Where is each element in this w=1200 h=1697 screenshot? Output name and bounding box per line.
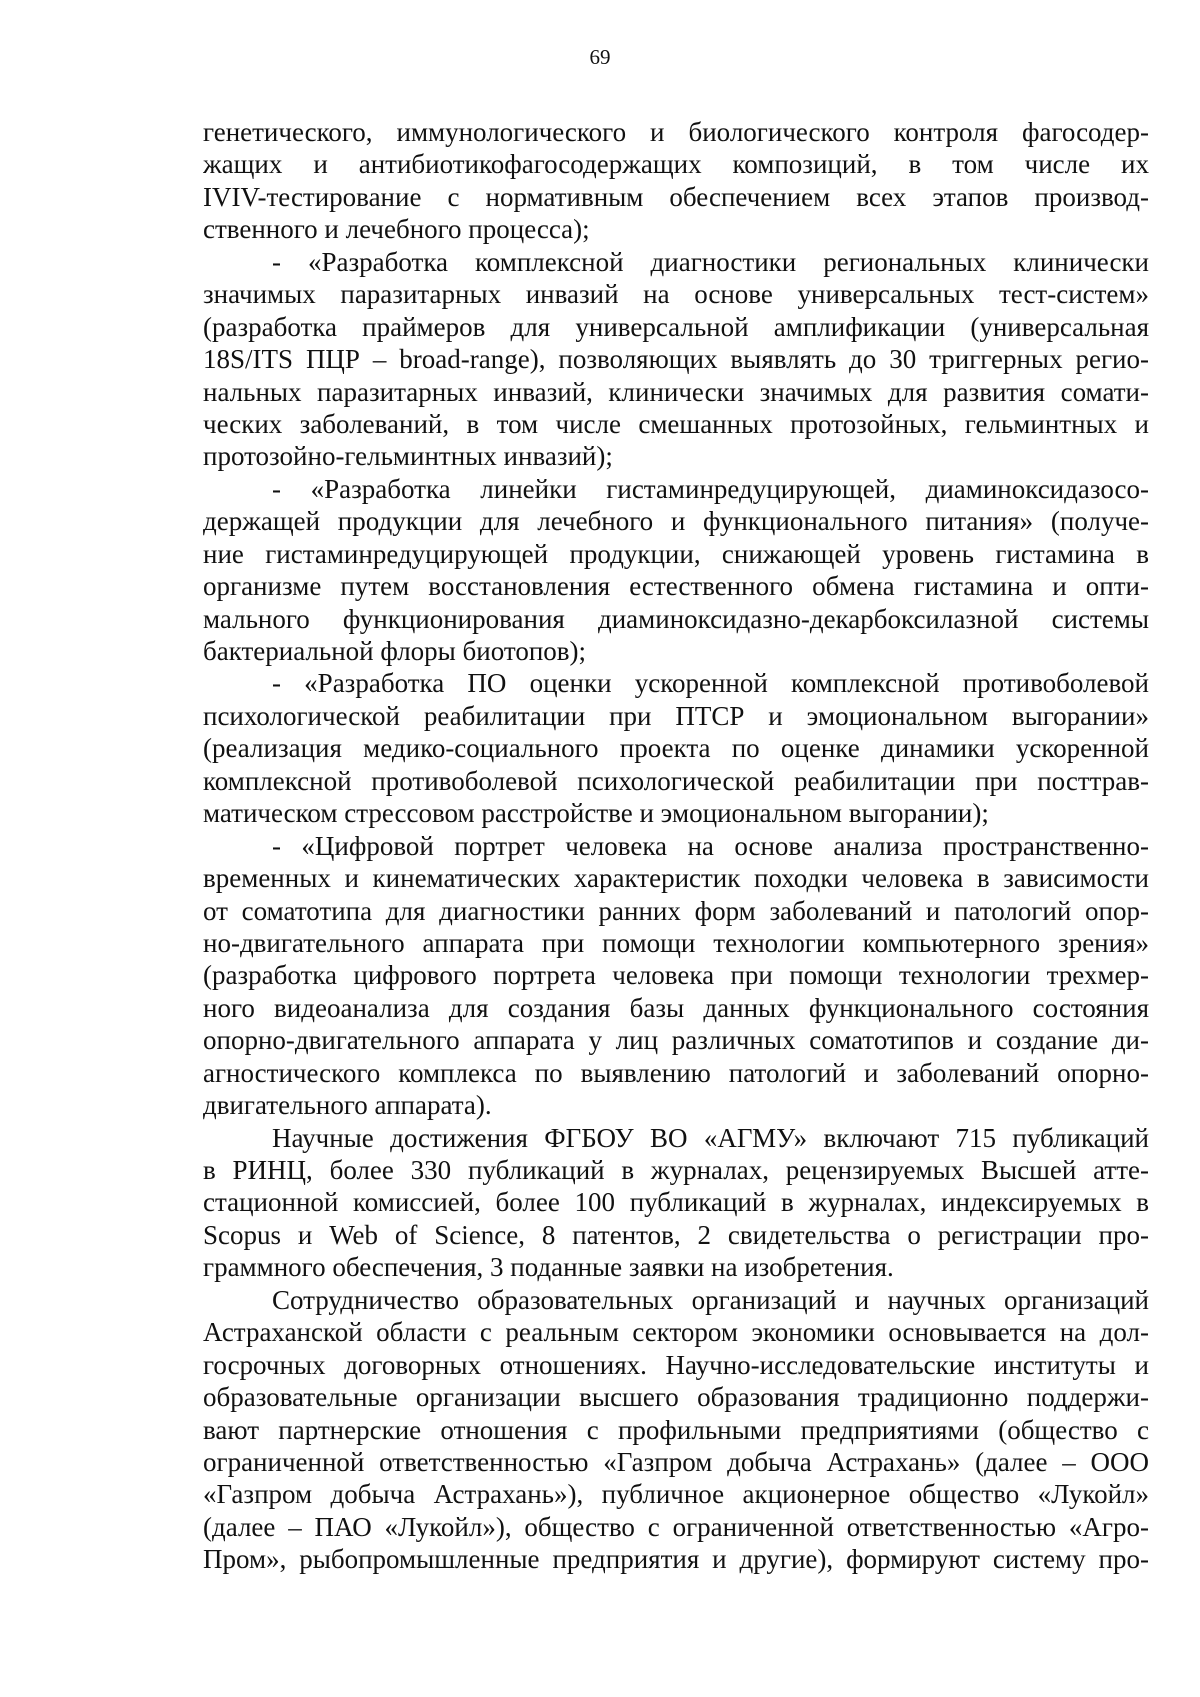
text-line: граммного обеспечения, 3 поданные заявки на изобретения.	[203, 1252, 894, 1283]
text-line: опорно-двигательного аппарата у лиц различных соматотипов и создание ди-	[203, 1025, 1149, 1056]
text-line: нальных паразитарных инвазий, клинически значимых для развития сомати-	[203, 376, 1149, 407]
text-line: (разработка праймеров для универсальной амплификации (универсальная	[203, 311, 1149, 342]
text-line: агностического комплекса по выявлению патологий и заболеваний опорно-	[203, 1057, 1149, 1088]
text-line: образовательные организации высшего образования традиционно поддержи-	[203, 1382, 1149, 1413]
text-line: временных и кинематических характеристик походки человека в зависимости	[203, 863, 1149, 894]
text-line: стационной комиссией, более 100 публикаций в журналах, индексируемых в	[203, 1187, 1149, 1218]
text-line: (реализация медико-социального проекта по оценке динамики ускоренной	[203, 733, 1149, 764]
text-line: - «Цифровой портрет человека на основе анализа пространственно-	[272, 830, 1149, 861]
text-line: «Газпром добыча Астрахань»), публичное акционерное общество «Лукойл»	[203, 1479, 1149, 1510]
text-line: 18S/ITS ПЦР – broad-range), позволяющих выявлять до 30 триггерных регио-	[203, 344, 1149, 375]
text-line: госрочных договорных отношениях. Научно-исследовательские институты и	[203, 1349, 1149, 1380]
text-line: Научные достижения ФГБОУ ВО «АГМУ» включают 715 публикаций	[272, 1122, 1149, 1153]
text-line: генетического, иммунологического и биологического контроля фагосодер-	[203, 117, 1149, 147]
body-text	[203, 116, 1149, 1576]
text-line: - «Разработка линейки гистаминредуцирующей, диаминоксидазосо-	[272, 473, 1149, 504]
text-line: держащей продукции для лечебного и функционального питания» (получе-	[203, 506, 1149, 537]
text-line: мального функционирования диаминоксидазно-декарбоксилазной системы	[203, 603, 1149, 634]
text-line: Пром», рыбопромышленные предприятия и другие), формируют систему про-	[203, 1544, 1149, 1575]
text-line: бактериальной флоры биотопов);	[203, 636, 587, 666]
page-number: 69	[589, 45, 611, 69]
text-line: значимых паразитарных инвазий на основе универсальных тест-систем»	[203, 279, 1149, 310]
text-line: Астраханской области с реальным сектором экономики основывается на дол-	[203, 1317, 1149, 1348]
text-line: психологической реабилитации при ПТСР и эмоциональном выгорании»	[203, 700, 1149, 731]
text-line: комплексной противоболевой психологической реабилитации при посттрав-	[203, 765, 1149, 796]
text-line: вают партнерские отношения с профильными предприятиями (общество с	[203, 1414, 1149, 1445]
text-line: ческих заболеваний, в том числе смешанных протозойных, гельминтных и	[203, 408, 1149, 439]
text-line: - «Разработка комплексной диагностики региональных клинически	[272, 246, 1149, 277]
text-line: Сотрудничество образовательных организаций и научных организаций	[272, 1284, 1149, 1315]
text-line: но-двигательного аппарата при помощи технологии компьютерного зрения»	[203, 927, 1149, 958]
text-line: протозойно-гельминтных инвазий);	[203, 441, 613, 472]
text-line: двигательного аппарата).	[203, 1090, 492, 1121]
text-line: ние гистаминредуцирующей продукции, снижающей уровень гистамина в	[203, 538, 1149, 569]
text-line: - «Разработка ПО оценки ускоренной комплексной противоболевой	[272, 668, 1149, 699]
text-line: жащих и антибиотикофагосодержащих композиций, в том числе их	[203, 149, 1149, 180]
text-line: в РИНЦ, более 330 публикаций в журналах, рецензируемых Высшей атте-	[203, 1155, 1149, 1185]
text-line: матическом стрессовом расстройстве и эмоциональном выгорании);	[203, 798, 989, 829]
text-line: Scopus и Web of Science, 8 патентов, 2 свидетельства о регистрации про-	[203, 1219, 1149, 1250]
text-line: ного видеоанализа для создания базы данных функционального состояния	[203, 992, 1149, 1023]
text-line: организме путем восстановления естественного обмена гистамина и опти-	[203, 571, 1149, 602]
text-line: ограниченной ответственностью «Газпром добыча Астрахань» (далее – ООО	[203, 1446, 1149, 1477]
text-line: (далее – ПАО «Лукойл»), общество с ограниченной ответственностью «Агро-	[203, 1511, 1149, 1542]
text-line: от соматотипа для диагностики ранних форм заболеваний и патологий опор-	[203, 895, 1149, 926]
text-line: IVIV-тестирование с нормативным обеспечением всех этапов производ-	[203, 181, 1149, 212]
text-line: (разработка цифрового портрета человека при помощи технологии трехмер-	[203, 960, 1149, 991]
text-line: ственного и лечебного процесса);	[203, 214, 590, 245]
